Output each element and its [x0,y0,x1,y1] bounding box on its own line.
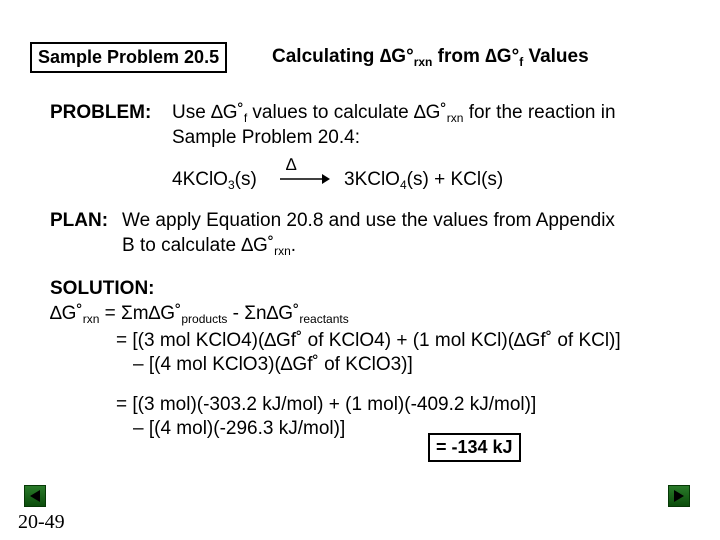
sol-sub-rxn: rxn [82,312,100,326]
sol-sub-reactants: reactants [299,312,349,326]
reaction-right [344,168,503,192]
plan-section [50,209,108,233]
problem-sub-f: f [243,111,248,125]
solution-line-1 [50,302,349,326]
plan-text-b: . [290,235,297,256]
sol-delta-g: ∆G˚ [50,303,83,324]
title-sub-f: f [519,55,524,69]
problem-line-2: Sample Problem 20.4: [172,127,360,148]
plan-sub-rxn: rxn [274,244,291,258]
problem-section [50,101,151,125]
sol-sum-reactants: - Σn∆G˚ [227,303,300,324]
solution-line-3: – [(4 mol KClO3)(∆Gf˚ of KClO3)] [133,354,413,375]
reactant-formula: 4KClO [172,169,228,190]
problem-text-a: Use ∆G˚ [172,102,244,123]
plan-line-2 [122,234,296,258]
solution-line-4: = [(3 mol)(-303.2 kJ/mol) + (1 mol)(-409.2 kJ/mol)] [116,394,537,415]
product-rest: (s) + KCl(s) [406,169,504,190]
title-delta-g-f: ∆G° [485,46,520,67]
final-answer: = -134 kJ [428,433,521,462]
page-number: 20-49 [18,511,65,533]
left-triangle-icon [28,489,42,503]
reactant-state: (s) [234,169,257,190]
reactant-sub: 3 [227,178,235,192]
reaction-left [172,168,257,192]
page-title [272,46,589,68]
sol-sum-products: = Σm∆G˚ [99,303,182,324]
title-prefix: Calculating [272,46,380,67]
title-mid: from [432,46,486,67]
title-sub-rxn: rxn [413,55,433,69]
previous-slide-button[interactable] [24,485,46,507]
heat-delta-label: ∆ [286,155,297,174]
solution-line-2: = [(3 mol KClO4)(∆Gf˚ of KClO4) + (1 mol KCl)(∆Gf˚ of KCl)] [116,330,621,351]
sample-problem-label [30,42,227,73]
sol-sub-products: products [181,312,228,326]
solution-line-5: – [(4 mol)(-296.3 kJ/mol)] [133,418,346,439]
plan-line-1: We apply Equation 20.8 and use the values from Appendix [122,210,615,231]
plan-label: PLAN: [50,210,109,231]
product-formula: 3KClO [344,169,400,190]
problem-text-c: for the reaction in [463,102,616,123]
problem-text-b: values to calculate ∆G˚ [247,102,447,123]
title-suffix: Values [523,46,589,67]
reaction-arrow-icon [278,172,332,186]
problem-label: PROBLEM: [50,102,152,123]
problem-line-1 [172,101,616,125]
solution-label: SOLUTION: [50,278,155,299]
right-triangle-icon [672,489,686,503]
next-slide-button[interactable] [668,485,690,507]
title-delta-g: ∆G° [379,46,414,67]
product-sub: 4 [399,178,407,192]
plan-text-a: B to calculate ∆G˚ [122,235,275,256]
sample-problem-text: Sample Problem 20.5 [38,47,220,67]
problem-sub-rxn: rxn [446,111,464,125]
